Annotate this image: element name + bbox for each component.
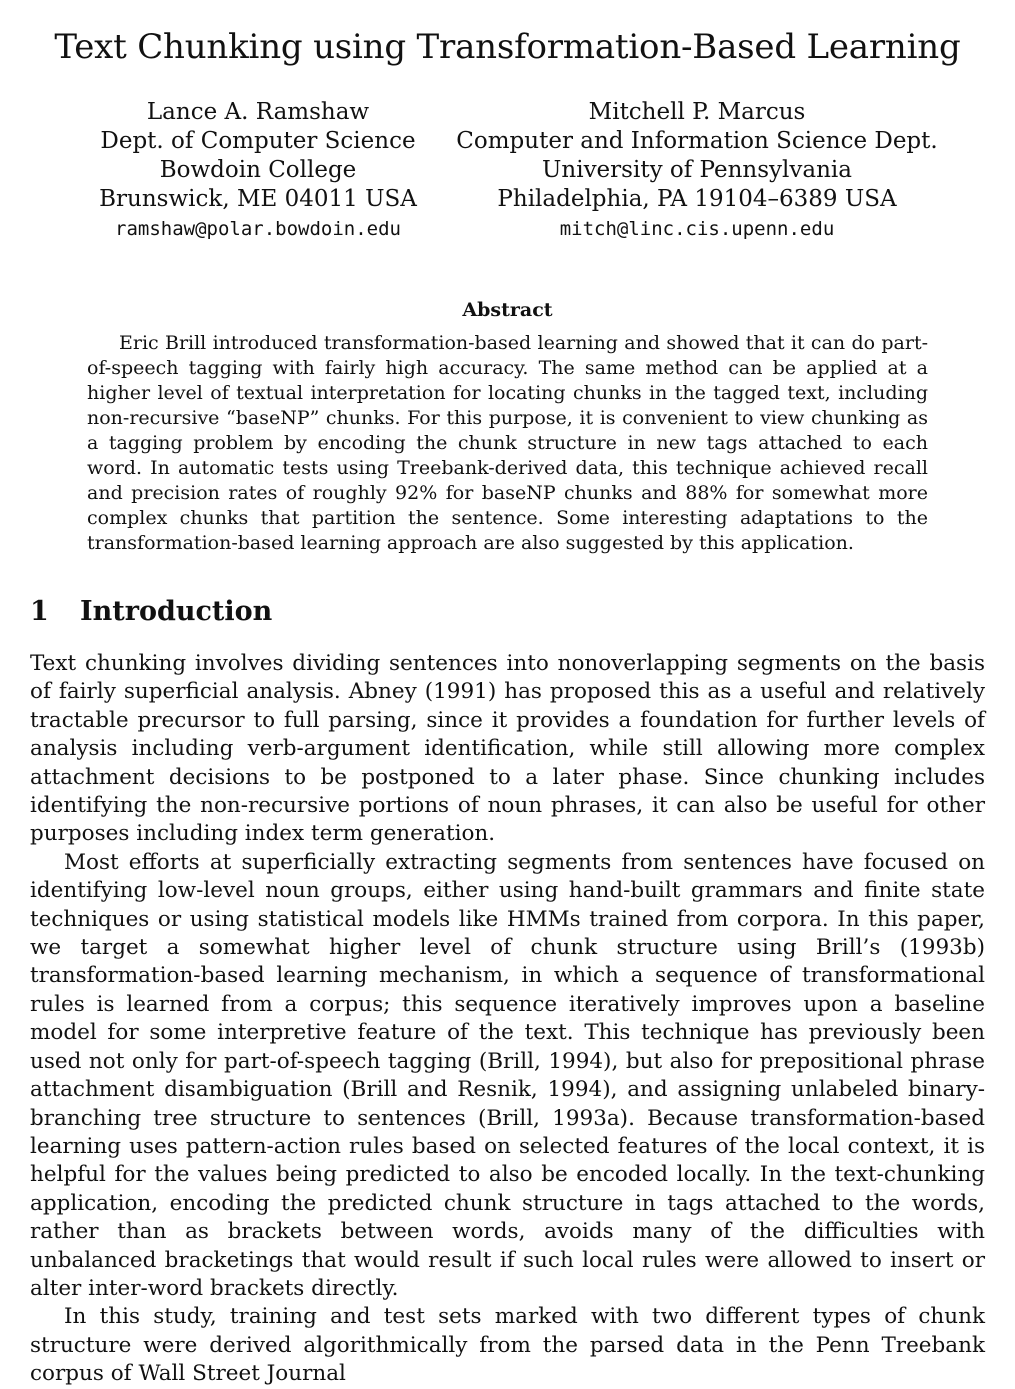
author-institution: Bowdoin College bbox=[159, 157, 357, 183]
section-body bbox=[30, 650, 985, 1389]
author-institution: University of Pennsylvania bbox=[542, 157, 852, 183]
section-number: 1 bbox=[30, 596, 49, 627]
abstract-heading: Abstract bbox=[462, 299, 553, 321]
paragraph: Text chunking involves dividing sentences into nonoverlapping segments on the basis of fairly superficial analysis. Abney (1991) has proposed this as a useful and relatively tractable precursor to full parsing, since it provides a foundation for further levels of analysis including verb-argument identification, while still allowing more complex attachment decisions to be postponed to a later phase. Since chunking includes identifying the non-recursive portions of noun phrases, it can also be useful for other purposes including index term generation. bbox=[30, 651, 985, 847]
author-email: ramshaw@polar.bowdoin.edu bbox=[115, 218, 401, 240]
paragraph: Most efforts at superficially extracting segments from sentences have focused on identifying low-level noun groups, either using hand-built grammars and finite state techniques or using statistical models like HMMs trained from corpora. In this paper, we target a somewhat higher level of chunk structure using Brill’s (1993b) transformation-based learning mechanism, in which a sequence of transformational rules is learned from a corpus; this sequence iteratively improves upon a baseline model for some interpretive feature of the text. This technique has previously been used not only for part-of-speech tagging (Brill, 1994), but also for prepositional phrase attachment disambiguation (Brill and Resnik, 1994), and assigning unlabeled binary-branching tree structure to sentences (Brill, 1993a). Because transformation-based learning uses pattern-action rules based on selected features of the local context, it is helpful for the values being predicted to also be encoded locally. In the text-chunking application, encoding the predicted chunk structure in tags attached to the words, rather than as brackets between words, avoids many of the difficulties with unbalanced bracketings that would result if such local rules were allowed to insert or alter inter-word brackets directly. bbox=[30, 849, 985, 1301]
author-block bbox=[30, 98, 985, 248]
author-dept: Computer and Information Science Dept. bbox=[456, 128, 938, 154]
author-address: Brunswick, ME 04011 USA bbox=[99, 186, 417, 212]
abstract-text: Eric Brill introduced transformation-based learning and showed that it can do part-of-speech tagging with fairly high accuracy. The same method can be applied at a higher level of textual interpretation for locating chunks in the tagged text, including non-recursive “baseNP” chunks. For this purpose, it is convenient to view chunking as a tagging problem by encoding the chunk structure in new tags attached to each word. In automatic tests using Treebank-derived data, this technique achieved recall and precision rates of roughly 92% for baseNP chunks and 88% for somewhat more complex chunks that partition the sentence. Some interesting adaptations to the transformation-based learning approach are also suggested by this application. bbox=[87, 332, 928, 554]
paper-title: Text Chunking using Transformation-Based Learning bbox=[54, 27, 961, 67]
author-dept: Dept. of Computer Science bbox=[100, 128, 416, 154]
author-name: Mitchell P. Marcus bbox=[588, 99, 806, 125]
author-address: Philadelphia, PA 19104–6389 USA bbox=[497, 186, 897, 212]
paragraph: In this study, training and test sets marked with two different types of chunk structure were derived algorithmically from the parsed data in the Penn Treebank corpus of Wall Street Journal bbox=[30, 1304, 985, 1387]
paper-page bbox=[30, 0, 985, 1387]
author-2 bbox=[452, 98, 942, 244]
section-heading bbox=[30, 593, 985, 631]
author-email: mitch@linc.cis.upenn.edu bbox=[559, 218, 835, 240]
author-1 bbox=[68, 98, 448, 244]
author-name: Lance A. Ramshaw bbox=[146, 99, 370, 125]
section-title: Introduction bbox=[80, 596, 273, 627]
